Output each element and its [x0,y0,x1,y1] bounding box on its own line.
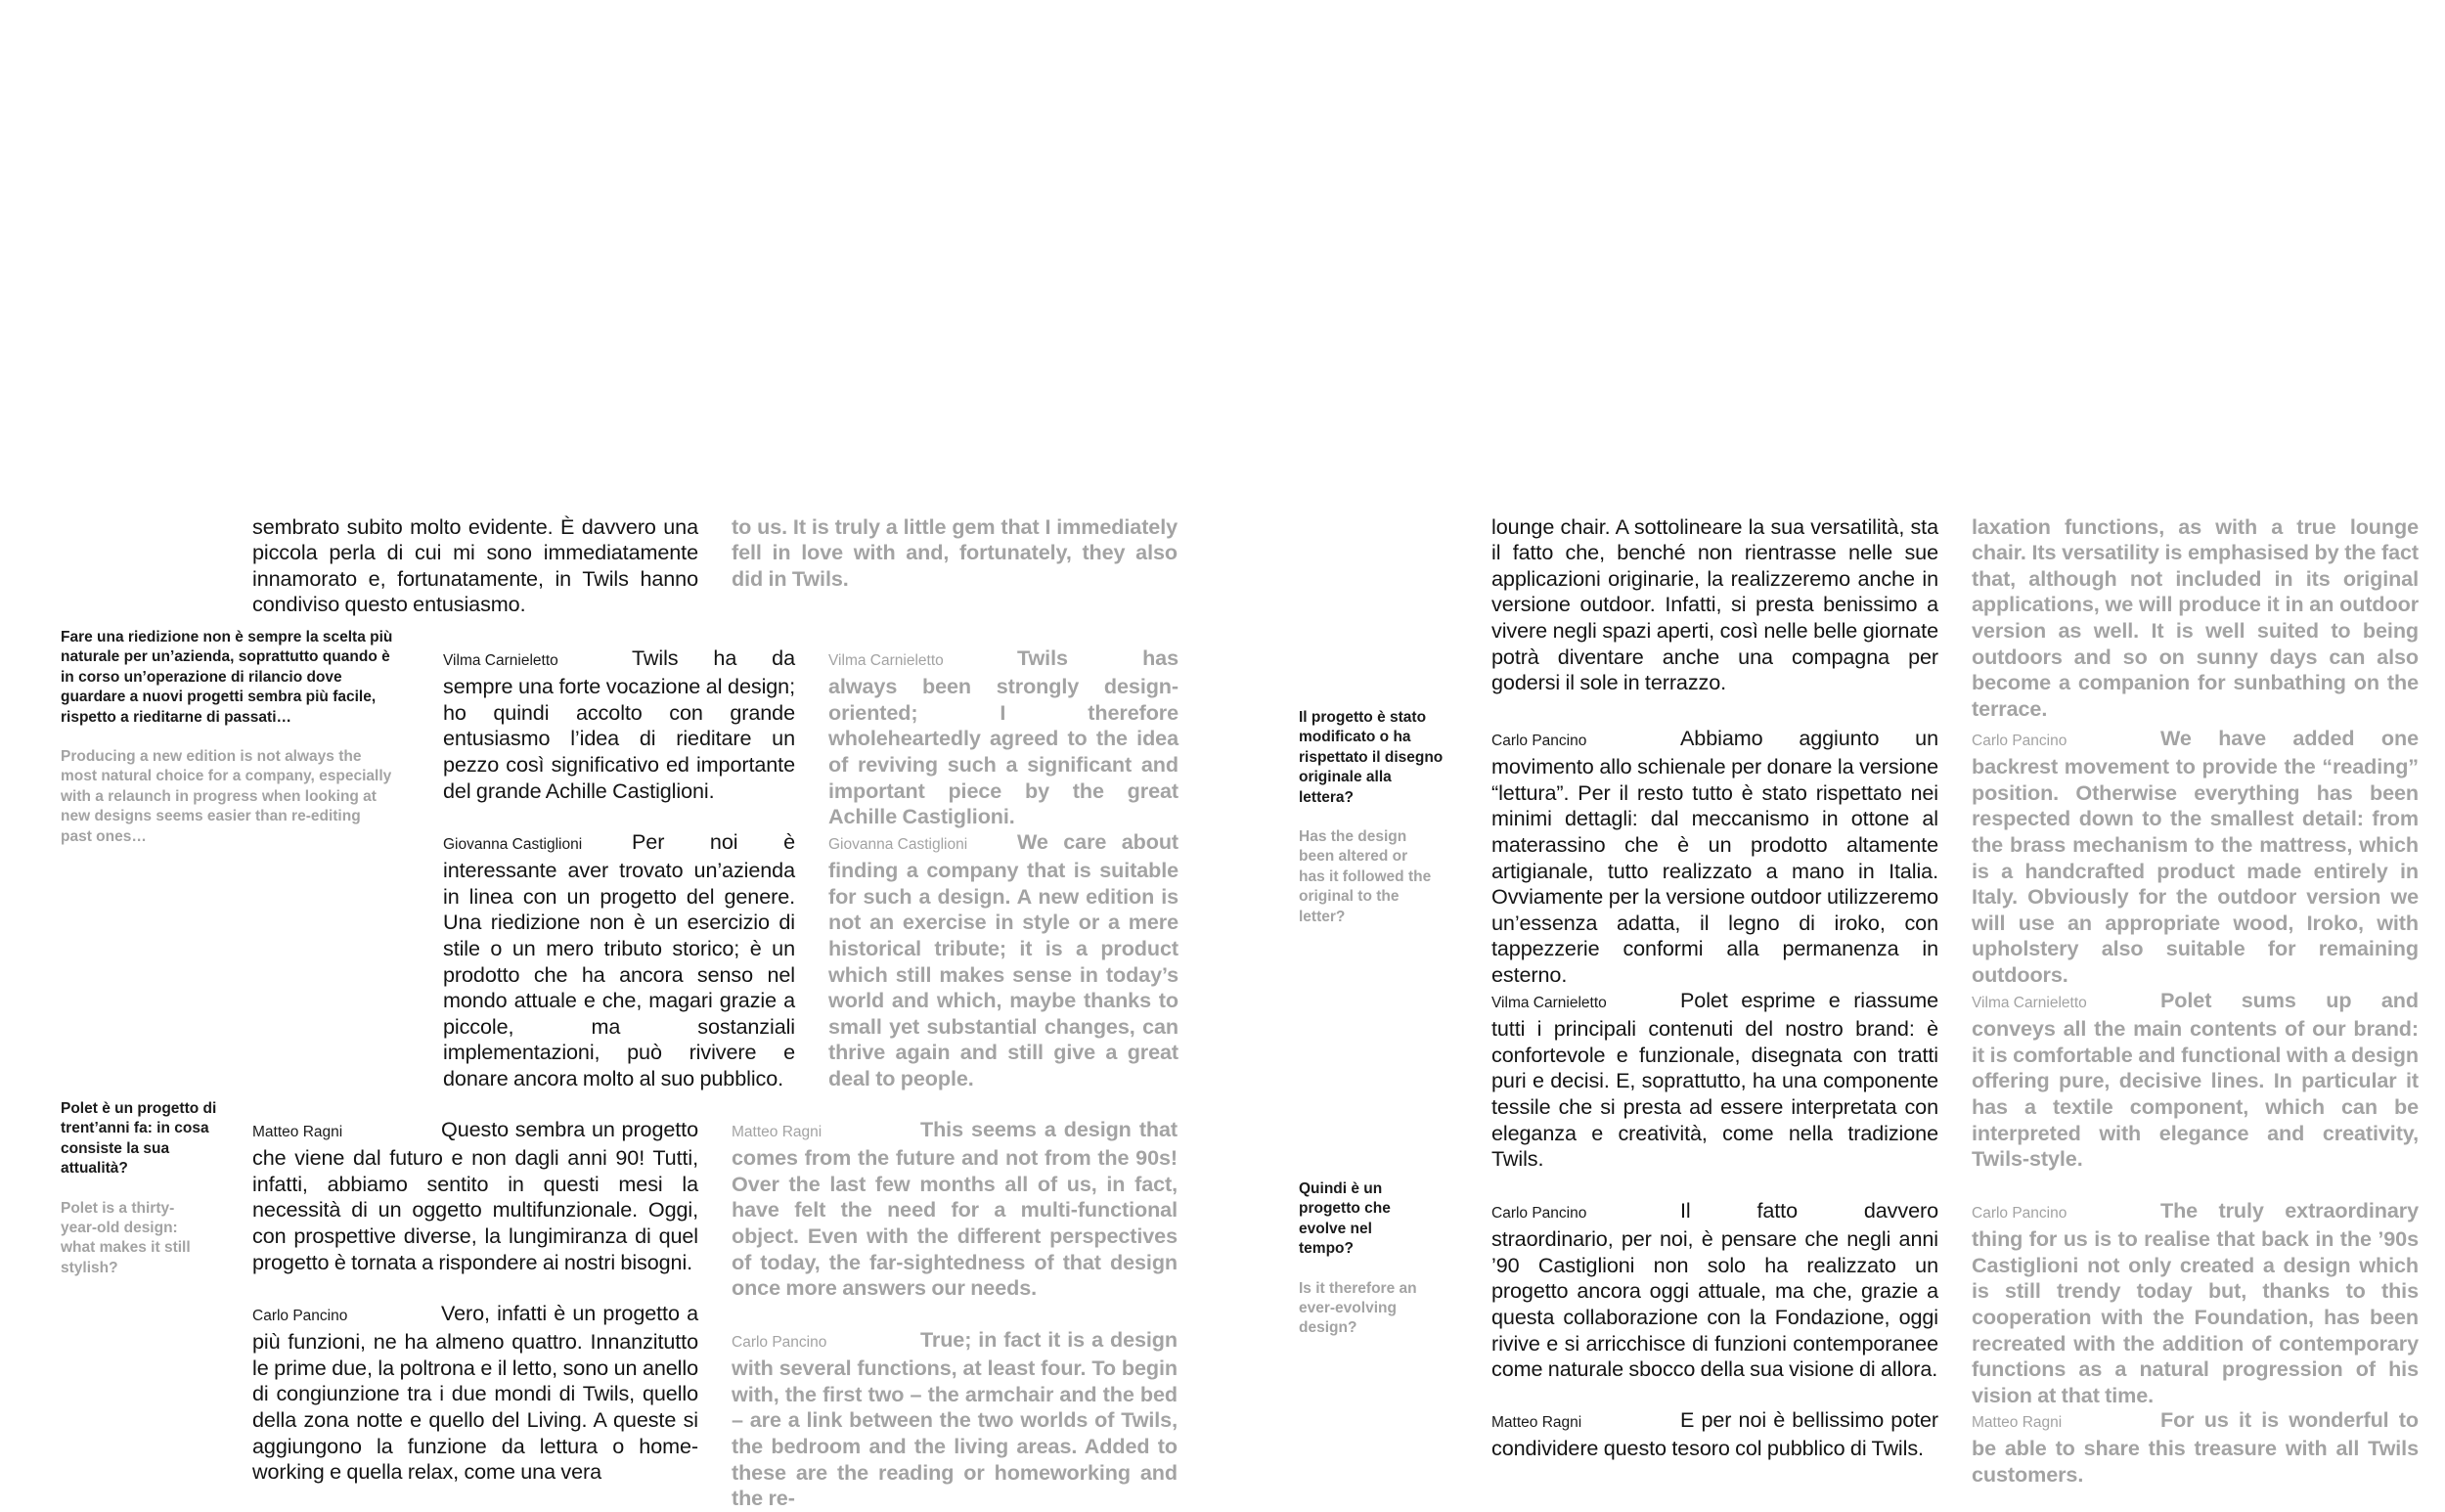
answer-text: True; in fact it is a design with several functions, at least four. To begin with, the first two – the armchair and the bed – are a link between the two worlds of Twils, the bedroom and the living areas. Added to these are the reading or homeworking and the re- [732,1326,1178,1511]
answer-carlo-pancino-it [1491,726,1938,989]
side-question-en: Has the design been altered or has it followed the original to the letter? [1299,828,1432,925]
answer-carlo-pancino-en [732,1327,1178,1512]
speaker-name: Matteo Ragni [252,1123,343,1140]
answer-text: Questo sembra un progetto che viene dal futuro e non dagli anni 90! Tutti, infatti, abbiamo sentito in questi mesi la necessità di un oggetto multifunzionale. Oggi, con prospettive diverse, la lungimiranza di quel progetto è tornata a rispondere ai nostri bisogni. [252,1116,698,1274]
side-question-it: Fare una riedizione non è sempre la scelta più naturale per un’azienda, soprattutto quando è in corso un’operazione di rilancio dove guardare a nuovi progetti sembra più facile, rispetto a rieditarne di passati… [61,629,393,726]
speaker-name: Matteo Ragni [732,1123,822,1140]
side-question-en: Is it therefore an ever-evolving design? [1299,1279,1417,1337]
speaker-name: Vilma Carnieletto [1491,994,1607,1011]
paragraph-top-en: laxation functions, as with a true lounge chair. Its versatility is emphasised by the fact that, although not included in its original applications, we will produce it in an outdoor version as well. It is well suited to being outdoors and so on sunny days can also become a companion for sunbathing on the terrace. [1972,513,2419,721]
speaker-name: Carlo Pancino [1972,1204,2067,1222]
side-question-design-altered [1299,708,1445,927]
answer-matteo-ragni-en [1972,1407,2419,1489]
speaker-name: Giovanna Castiglioni [828,835,968,853]
answer-carlo-pancino-it [252,1301,698,1486]
answer-vilma-carnieletto-it [443,645,795,805]
answer-giovanna-castiglioni-it [443,829,795,1092]
answer-text: We care about finding a company that is suitable for such a design. A new edition is not an exercise in style or a mere historical tribute; it is a product which still makes sense in today’s world and which, maybe thanks to small yet substantial changes, can thrive again and still give a great deal to people. [828,828,1178,1090]
side-question-it: Quindi è un progetto che evolve nel tempo? [1299,1180,1391,1258]
speaker-name: Matteo Ragni [1972,1413,2063,1431]
answer-matteo-ragni-en [732,1117,1178,1302]
side-question-en: Polet is a thirty-year-old design: what makes it still stylish? [61,1199,191,1276]
answer-matteo-ragni-it [1491,1407,1938,1462]
speaker-name: Vilma Carnieletto [828,651,944,669]
answer-matteo-ragni-it [252,1117,698,1276]
speaker-name: Carlo Pancino [1491,1204,1587,1222]
answer-text: Twils ha da sempre una forte vocazione al design; ho quindi accolto con grande entusiasmo l’idea di rieditare un pezzo così significativo ed importante del grande Achille Castiglioni. [443,645,795,803]
answer-text: The truly extraordinary thing for us is to realise that back in the ’90s Castiglioni not only created a design which is still trendy today but, thanks to this cooperation with the Foundation, has been recreated with the addition of contemporary functions as a natural progression of his vision at that time. [1972,1197,2419,1407]
speaker-name: Vilma Carnieletto [1972,994,2087,1011]
answer-carlo-pancino-it [1491,1198,1938,1383]
answer-text: Polet esprime e riassume tutti i principali contenuti del nostro brand: è confortevole e funzionale, disegnata con tratti puri e decisi. E, soprattutto, ha una componente tessile che si presta ad essere interpretata con eleganza e creatività, come nella tradizione Twils. [1491,987,1938,1172]
speaker-name: Carlo Pancino [1491,732,1587,749]
side-question-it: Polet è un progetto di trent’anni fa: in cosa consiste la sua attualità? [61,1100,217,1178]
side-question-producing-new-edition [61,628,399,847]
answer-text: This seems a design that comes from the future and not from the 90s! Over the last few months all of us, in fact, have felt the need for a multi-functional object. Even with the different perspectives of today, the far-sightedness of that design once more answers our needs. [732,1116,1178,1301]
speaker-name: Matteo Ragni [1491,1413,1582,1431]
answer-vilma-carnieletto-it [1491,988,1938,1173]
answer-vilma-carnieletto-en [1972,988,2419,1173]
answer-text: Abbiamo aggiunto un movimento allo schienale per donare la versione “lettura”. Per il resto tutto è stato rispettato nei minimi dettagli: dal meccanismo in ottone al materassino che è un prodotto altamente artigianale, tutto realizzato a mano in Italia. Ovviamente per la versione outdoor utilizzeremo un’essenza adatta, il legno di iroko, con tappezzerie conformi alla permanenza in esterno. [1491,725,1938,987]
answer-text: Per noi è interessante aver trovato un’azienda in linea con un progetto del genere. Una riedizione non è un esercizio di stile o un mero tributo storico; è un prodotto che ha ancora senso nel mondo attuale e che, magari grazie a piccole, ma sostanziali implementazioni, può rivivere e donare ancora molto al suo pubblico. [443,828,795,1090]
speaker-name: Carlo Pancino [252,1307,348,1324]
answer-text: E per noi è bellissimo poter condividere questo tesoro col pubblico di Twils. [1491,1406,1938,1461]
answer-text: We have added one backrest movement to provide the “reading” position. Otherwise everything has been respected down to the smallest detail: from the brass mechanism to the mattress, which is a handcrafted product made entirely in Italy. Obviously for the outdoor version we will use an appropriate wood, Iroko, with upholstery also suitable for remaining outdoors. [1972,725,2419,987]
speaker-name: Carlo Pancino [1972,732,2067,749]
answer-vilma-carnieletto-en [828,645,1178,830]
side-question-polet-thirty-years [61,1099,217,1278]
speaker-name: Carlo Pancino [732,1333,827,1351]
paragraph-top-en: to us. It is truly a little gem that I immediately fell in love with and, fortunately, they also did in Twils. [732,513,1178,591]
answer-giovanna-castiglioni-en [828,829,1178,1092]
side-question-en: Producing a new edition is not always the most natural choice for a company, especially with a relaunch in progress when looking at new designs seems easier than re-editing past ones… [61,748,392,845]
paragraph-top-it: lounge chair. A sottolineare la sua versatilità, sta il fatto che, benché non rientrasse nelle sue applicazioni originarie, la realizzeremo anche in versione outdoor. Infatti, si presta benissimo a vivere negli spazi aperti, così nelle belle giornate potrà diventare anche una compagna per godersi il sole in terrazzo. [1491,513,1938,695]
speaker-name: Giovanna Castiglioni [443,835,583,853]
answer-text: Vero, infatti è un progetto a più funzioni, ne ha almeno quattro. Innanzitutto le prime due, la poltrona e il letto, sono un anello di congiunzione tra i due mondi di Twils, quello della zona notte e quello del Living. A queste si aggiungono la funzione da lettura o home-working e quella relax, come una vera [252,1300,698,1485]
answer-carlo-pancino-en [1972,1198,2419,1409]
answer-carlo-pancino-en [1972,726,2419,989]
side-question-it: Il progetto è stato modificato o ha rispettato il disegno originale alla lettera? [1299,709,1444,806]
answer-text: Twils has always been strongly design-oriented; I therefore wholeheartedly agreed to the idea of reviving such a significant and important piece by the great Achille Castiglioni. [828,645,1178,829]
answer-text: For us it is wonderful to be able to share this treasure with all Twils customers. [1972,1406,2419,1487]
paragraph-top-it: sembrato subito molto evidente. È davvero una piccola perla di cui mi sono immediatamente innamorato e, fortunatamente, in Twils hanno condiviso questo entusiasmo. [252,513,698,617]
answer-text: Polet sums up and conveys all the main contents of our brand: it is comfortable and functional with a design offering pure, decisive lines. In particular it has a textile component, which can be interpreted with elegance and creativity, Twils-style. [1972,987,2419,1172]
side-question-ever-evolving [1299,1179,1416,1339]
answer-text: Il fatto davvero straordinario, per noi, è pensare che negli anni ’90 Castiglioni non solo ha realizzato un progetto ancora oggi attuale, ma che, grazie a questa collaborazione con la Fondazione, oggi rivive e si arricchisce di funzioni contemporanee come naturale sbocco della sua visione di allora. [1491,1197,1938,1382]
speaker-name: Vilma Carnieletto [443,651,558,669]
